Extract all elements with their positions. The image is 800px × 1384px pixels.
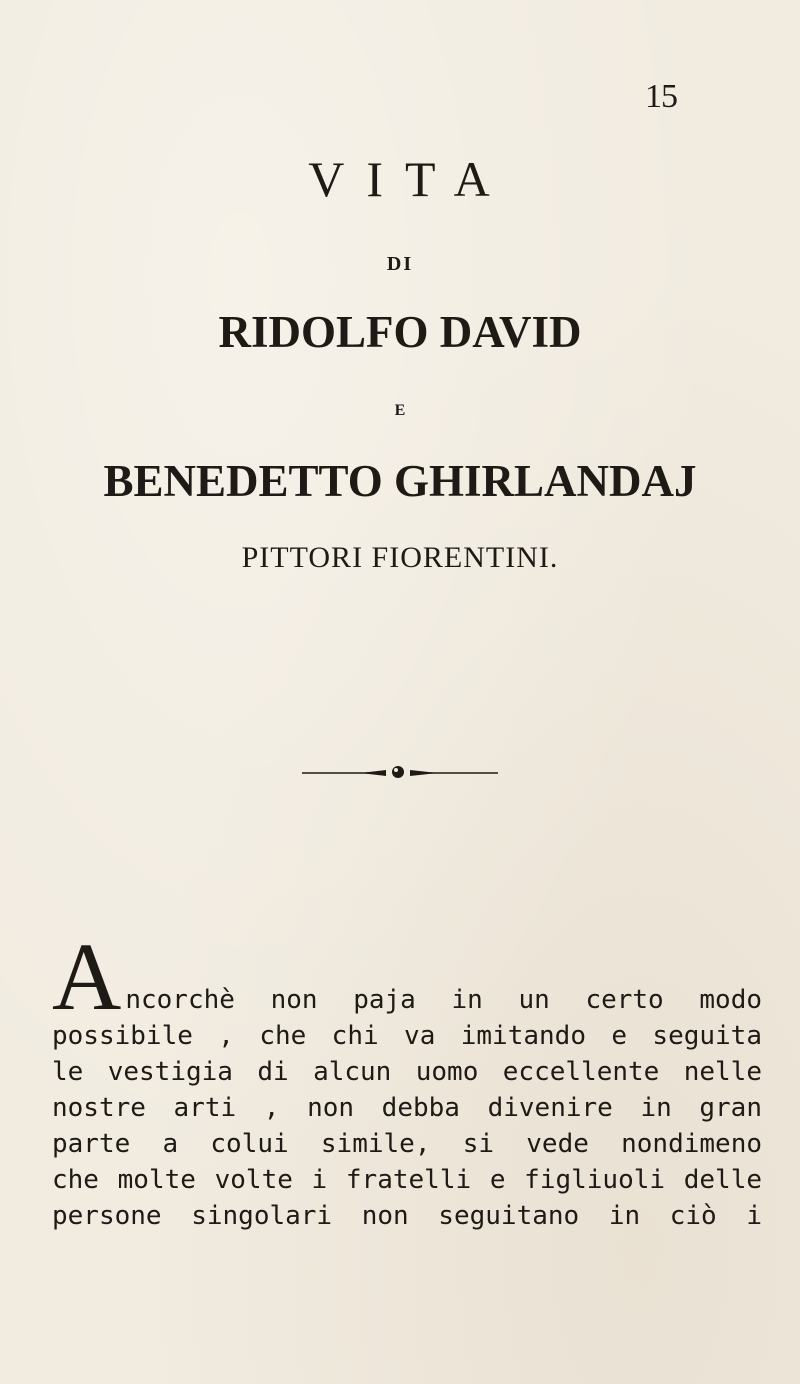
text-line: nostre arti , non debba divenire in gran xyxy=(52,1093,762,1123)
decorative-divider-ornament-icon xyxy=(300,762,500,782)
text-line: che molte volte i fratelli e figliuoli delle xyxy=(52,1165,762,1195)
text-line: parte a colui simile, si vede nondimeno xyxy=(52,1129,762,1159)
title-conjunction: E xyxy=(394,402,406,419)
text-line: persone singolari non seguitano in ciò i xyxy=(52,1201,762,1231)
text-line: le vestigia di alcun uomo eccellente nelle xyxy=(52,1057,762,1087)
body-paragraph xyxy=(52,923,762,1234)
title-name-benedetto: BENEDETTO GHIRLANDAJ xyxy=(103,456,697,506)
text-line: possibile , che chi va imitando e seguita xyxy=(52,1021,762,1051)
title-name-ridolfo: RIDOLFO DAVID xyxy=(218,307,582,357)
text-line: ncorchè non paja in un certo modo xyxy=(125,985,762,1015)
title-subtitle: PITTORI FIORENTINI. xyxy=(241,541,559,574)
title-vita: VITA xyxy=(308,151,512,207)
title-di: DI xyxy=(386,253,414,275)
page-number: 15 xyxy=(645,78,677,115)
drop-cap: A xyxy=(52,923,122,1030)
